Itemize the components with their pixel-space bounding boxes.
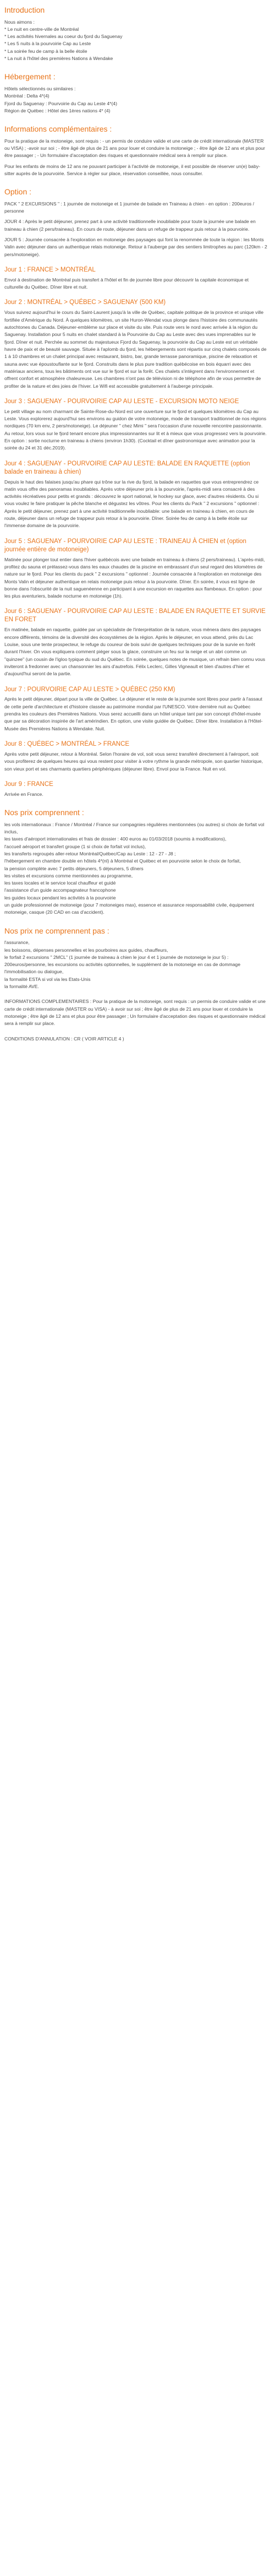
comprend-line: les vols internationaux : France / Montréal / France sur compagnies régulières mentionnées (ou autres) si choix de forfait vol inclus, [4, 821, 265, 834]
infos-complementaires-text: INFORMATIONS COMPLEMENTAIRES : Pour la pratique de la motoneige, sont requis : un permis de conduire valide et une carte de crédit internationale (MASTER ou VISA) - à avoir sur soi ; être âgé de plus de 21 ans pour louer et conduire la motoneige ; être âgé de 12 ans et plus pour être passager ; Un formulaire d'acceptation des risques et questionnaire médical sera à remplir sur place. [4, 999, 266, 1027]
day-4 [4, 460, 267, 530]
day-9 [4, 780, 267, 798]
comprend-pas-line: le forfait 2 excursions " 2MCL" (1 journée de traineau à chien le jour 4 et 1 journée de motoneige le jour 5) : 200euros/personne, les excursions ou activités optionnelles, le supplément de la motoneige en cas de dommage [4, 954, 240, 968]
comprend-pas-line: les boissons, dépenses personnelles et les pourboires aux guides, chauffeurs, [4, 947, 168, 953]
day-7 [4, 686, 267, 733]
itinerary-days [4, 266, 267, 798]
day-title: Jour 8 : QUÉBEC > MONTRÉAL > FRANCE [4, 741, 130, 747]
prix-comprend-pas-title: Nos prix ne comprennent pas : [4, 926, 109, 935]
day-5 [4, 538, 267, 600]
intro-line: * Les 5 nuits à la pourvoirie Cap au Leste [4, 41, 91, 47]
comprend-line: les taxes locales et le service local chauffeur et guidé [4, 880, 116, 886]
day-text: Vous suivrez aujourd'hui le cours du Saint-Laurent jusqu'à la ville de Québec, capitale politique de la province et unique ville fortifiée d'Amérique du Nord. À quelques kilomètres, un site Huron-Wendat vous plonge dans l'histoire des communautés autochtones du Canada. Déjeuner-emblème sur place et visite du site. Puis route vers le nord avec arrivée à la région du Saguenay. Installation pour 5 nuits en chalet standard à la Pourvoirie du Cap au Leste avec des vues imprenables sur le fjord. Dîner et nuit. Perchée au sommet du majestueux Fjord du Saguenay, la pourvoirie du Cap au Leste est un véritable havre de paix et de beauté sauvage. Située à l'aplomb du fjord, les hébergements sont répartis sur cinq chalets composés de 1 à 10 chambres et un chalet principal avec restaurant, bistro, bar, grande terrasse panoramique, piscine de relaxation et sauna avec vue époustouflante sur le fjord. Construits dans le plus pure tradition québécoise en bois équarri avec des matériaux anciens, tous les bâtiments ont vue sur le fjord et sur la forêt. Ces chalets s'intègrent dans l'environnement et offrent confort et atmosphère chaleureuse. Les chambres n'ont pas de télévision ni de téléphone afin de vous permettre de profiter de la nature et des joies de l'hiver. Le Wifi est accessible gratuitement à l'auberge principale. [4, 310, 267, 389]
introduction-section [4, 6, 267, 62]
infos-section [4, 124, 267, 177]
hebergement-section [4, 72, 267, 115]
comprend-line: les transferts regroupés aller-retour Montréal/Québec/Cap au Leste : 12 - 27 - J8 ; [4, 850, 176, 856]
introduction-title: Introduction [4, 6, 45, 14]
prix-comprend-section [4, 808, 267, 916]
day-text: Arrivée en France. [4, 791, 43, 797]
day-title: Jour 7 : POURVOIRIE CAP AU LESTE > QUÉBEC (250 KM) [4, 686, 175, 693]
day-text: Après le petit déjeuner, départ pour la ville de Québec. Le déjeuner et le reste de la journée sont libres pour partir à l'assaut de cette perle d'architecture et d'histoire classée au patrimoine mondial par l'UNESCO. Votre dernière nuit au Québec prendra les couleurs des Premières Nations. Vous serez accueilli dans un hôtel unique tant par son concept d'hôtel-musée que par sa décoration inspirée de l'art amérindien. En option, une visite guidée de Québec. Dîner libre. Installation à l'Hôtel-Musée des Premières Nations à Wendake. Nuit. [4, 696, 263, 731]
day-text: Depuis le haut des falaises jusqu'au phare qui trône sur la rive du fjord, la balade en raquettes que vous entreprendrez ce matin vous offre des panoramas inoubliables. Après votre déjeuner pris à la pourvoirie, l'après-midi sera consacré à des activités récréatives pour petits et grands : découvrez le sport national, le hockey sur glace, avec d'autres résidents. Ou si vous voulez le faire pratiquer la pêche blanche et dégustez les vôtres. Pour les clients du Pack " 2 excursions " optionnel : Après le petit déjeuner, prenez part à une activité traditionnelle inoubliable: une balade en traineau à chien, en cours de route, déjeuner dans un refuge de trappeur puis retour à la pourvoirie. Dîner. Soirée feu de camp à la belle étoile sur l'immense domaine de la pourvoirie. [4, 479, 260, 529]
hebergement-line: Hôtels sélectionnés ou similaires : [4, 85, 76, 91]
option-paragraph: JOUR 4 : Après le petit déjeuner, prenez part à une activité traditionnelle inoubliable pour toute la journée une balade en traineau à chien (2 pers/traineau). En cours de route, déjeuner dans un refuge de trappeur puis retour à la pourvoirie. [4, 219, 256, 232]
comprend-line: les taxes d'aéroport internationales et frais de dossier : 400 euros au 01/03/2018 (soumis à modifications), [4, 836, 227, 842]
prix-comprend-pas-section [4, 926, 267, 991]
day-text: Envol à destination de Montréal puis transfert à l'hôtel et fin de journée libre pour découvrir la capitale économique et culturelle du Québec. Dîner libre et nuit. [4, 276, 249, 290]
comprend-line: la pension complète avec 7 petits déjeuners, 5 déjeuners, 5 dîners [4, 865, 144, 871]
hebergement-line: Région de Québec : Hôtel des 1ères nations 4* (4) [4, 107, 111, 113]
hebergement-line: Fjord du Saguenay : Pourvoirie du Cap au Leste 4*(4) [4, 100, 117, 106]
comprend-line: un guide professionnel de motoneige (pour 7 motoneiges max), essence et assurance responsabilité civile, équipement motoneige, casque (20 CAD en cas d'accident). [4, 902, 254, 915]
infos-paragraph: Pour la pratique de la motoneige, sont requis : - un permis de conduire valide et une carte de crédit internationale (MASTER ou VISA) ; -avoir sur soi ; - être âgé de plus de 21 ans pour louer et conduire la motoneige ; - être âgé de 12 ans et plus pour être passager ; - Un formulaire d'acceptation des risques et questionnaire médical sera à remplir sur place. [4, 138, 265, 159]
comprend-line: l'hébergement en chambre double en hôtels 4*(nl) à Montréal et Québec et en pourvoirie selon le choix de forfait, [4, 858, 241, 864]
day-text: En matinée, balade en raquette, guidée par un spécialiste de l'interprétation de la nature, vous mènera dans des paysages encore différents, témoins de la diversité des écosystèmes de la région. Après le déjeuner, en vous attend, près du Lac Louise, sous une tente prospecteur, le refuge du coureur de bois suivi de quelques techniques pour de la survie en forêt durant l'hiver. On vous expliquera comment piéger sous la glace, construire un feu sur la neige et un abri comme un "quinzee" (un cousin de l'igloo typique du sud du Québec. En soirée, quelques notes de musique, un refrain bien connu vous inviteront à fredonner avec un chansonnier les airs d'autrefois. Félix Leclerc, Gilles Vigneault et bien d'autres d'hier et d'aujourd'hui seront de la partie. [4, 627, 266, 677]
comprend-line: les guides locaux pendant les activités à la pourvoirie [4, 894, 116, 901]
hebergement-title: Hébergement : [4, 72, 56, 82]
day-text: Après votre petit déjeuner, retour à Montréal. Selon l'horaire de vol, soit vous serez transféré directement à l'aéroport, soit vous profiterez de quelques heures qui vous restent pour visiter à votre rythme la grande métropole, son quartier historique, son vieux port et ses charmants quartiers périphériques (déjeuner libre). Envol pour la France. Nuit en vol. [4, 751, 263, 772]
comprend-pas-line: l'assurance, [4, 940, 30, 946]
comprend-pas-line: la formalité ESTA si vol via les Etats-Unis [4, 976, 91, 982]
infos-complementaires-section [4, 998, 267, 1027]
comprend-line: les visites et excursions comme mentionnées au programme, [4, 872, 133, 878]
option-paragraph: JOUR 5 : Journée consacrée à l'exploration en motoneige des paysages qui font la renommée de toute la région : les Monts Valin avec déjeuner dans un authentique relais motoneige. Retour à l'auberge par des sentiers limitrophes au parc (120km - 2 pers/motoneige). [4, 236, 267, 257]
comprend-pas-line: la formalité AVE. [4, 984, 39, 990]
comprend-line: l'assistance d'un guide accompagnateur francophone [4, 887, 116, 893]
intro-line: * Le nuit en centre-ville de Montréal [4, 26, 79, 32]
infos-paragraph: Pour les enfants de moins de 12 ans ne pouvant participer à l'activité de motoneige, il est possible de réserver un(e) baby-sitter auprès de la pourvoirie. Service à régler sur place, réservation conseillée, nous consulter. [4, 163, 261, 176]
day-6 [4, 608, 267, 677]
day-title: Jour 2 : MONTRÉAL > QUÉBEC > SAGUENAY (500 KM) [4, 299, 166, 306]
day-text: Le petit village au nom charmant de Sainte-Rose-du-Nord est une ouverture sur le fjord et quelques kilomètres du Cap au Leste. Vous explorerez aujourd'hui ses environs au guidon de votre motoneige, mode de transport traditionnel de nos régions nordiques (70 km env, 2 pers/motoneige). Le déjeuner " chez Mimi " sera l'occasion d'une nouvelle rencontre passionnante. Au retour, lors vous sur le fjord tenant encore plus impressionnantes sur lit et à mieux que vous progressez vers la pourvoirie. En option : sortie nocturne en traineau à chiens (environ 1h30). (Cocktail et dîner gastronomique avec animation pour la soirée du 24 et 31 déc.2019). [4, 408, 267, 451]
prix-comprend-title: Nos prix comprennent : [4, 808, 84, 817]
day-text: Matinée pour plonger tout entier dans l'hiver québécois avec une balade en traineau à chiens (2 pers/traineau). L'après-midi, profitez du sauna et prélassez-vous dans les eaux chaudes de la piscine en embrassant d'un seul regard des kilomètres de nature sur le fjord. Pour les clients du pack " 2 excursions " optionnel : Journée consacrée à l'exploration en motoneige des Monts Valin et déjeuner authentique en relais motoneige puis retour à la pourvoirie. Dîner. En soirée, il vous est ligne de bonne dans l'obscurité de la nuit saguenéenne en participant à une excursion en raquettes aux flambeaux. En option : pour les plus aventuriers, balade nocturne en motoneige (1h). [4, 556, 265, 599]
option-section [4, 187, 267, 258]
day-title: Jour 6 : SAGUENAY - POURVOIRIE CAP AU LESTE : BALADE EN RAQUETTE ET SURVIE EN FORET [4, 608, 266, 623]
itinerary-document [0, 0, 275, 1057]
day-2 [4, 299, 267, 389]
day-1 [4, 266, 267, 291]
option-title: Option : [4, 187, 32, 197]
conditions-annulation: CONDITIONS D'ANNULATION : CR ( VOIR ARTICLE 4 ) [4, 1035, 124, 1042]
day-title: Jour 3 : SAGUENAY - POURVOIRIE CAP AU LESTE - EXCURSION MOTO NEIGE [4, 398, 239, 405]
hebergement-line: Montréal : Delta 4*(4) [4, 93, 50, 99]
option-paragraph: PACK " 2 EXCURSIONS " : 1 journée de motoneige et 1 journée de balade en Traineau à chien - en option : 200euros / personne [4, 200, 255, 214]
intro-line: Nous aimons : [4, 19, 35, 25]
day-title: Jour 1 : FRANCE > MONTRÉAL [4, 266, 96, 273]
comprend-pas-line: l'immobilisation ou dialogue, [4, 969, 64, 975]
comprend-line: l'accueil aéroport et transfert groupe (1 si choix de forfait vol inclus), [4, 843, 146, 849]
day-8 [4, 740, 267, 773]
infos-title: Informations complémentaires : [4, 124, 112, 134]
intro-line: * Les activités hivernales au coeur du fjord du Saguenay [4, 34, 123, 40]
day-title: Jour 9 : FRANCE [4, 780, 53, 788]
day-title: Jour 4 : SAGUENAY - POURVOIRIE CAP AU LESTE: BALADE EN RAQUETTE (option balade en traineau à chien) [4, 460, 250, 475]
day-3 [4, 398, 267, 452]
intro-line: * La soirée feu de camp à la belle étoile [4, 48, 87, 54]
intro-line: * La nuit à l'hôtel des premières Nations à Wendake [4, 56, 113, 62]
day-title: Jour 5 : SAGUENAY - POURVOIRIE CAP AU LESTE : TRAINEAU À CHIEN et (option journée entière de motoneige) [4, 538, 246, 553]
